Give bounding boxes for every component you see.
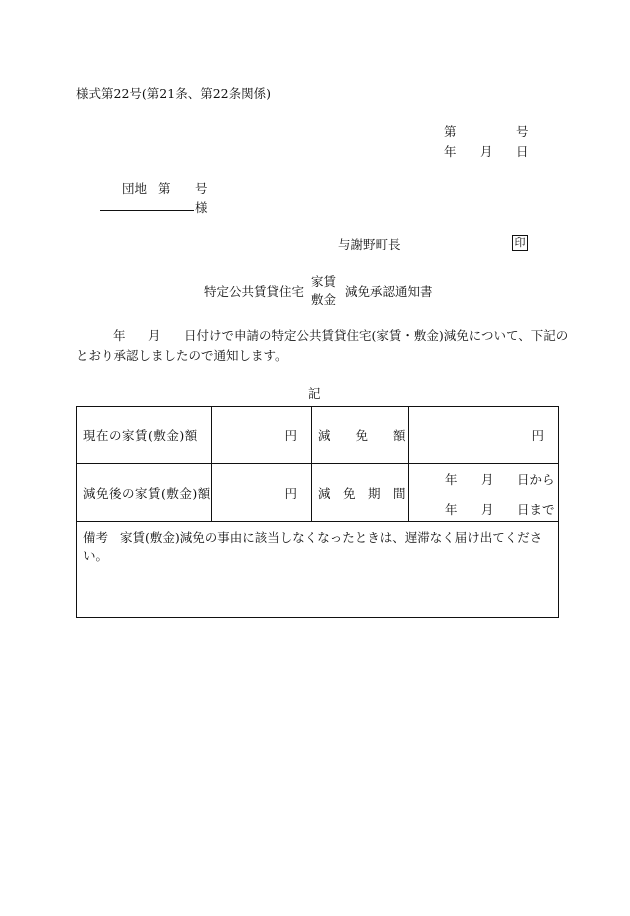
reduction-amount-label: 減 免 額 [312, 407, 409, 464]
current-rent-label: 現在の家賃(敷金)額 [77, 407, 212, 464]
addressee-dai: 第 [158, 181, 171, 196]
body-line1: 日付けで申請の特定公共賃貸住宅(家賃・敷金)減免について、下記の [184, 328, 569, 343]
addressee-danchi: 団地 [122, 181, 148, 196]
reduction-period-label: 減 免 期 間 [312, 464, 409, 522]
period-to-year: 年 [445, 502, 458, 517]
body-year: 年 [113, 328, 126, 343]
remarks-text: 家賃(敷金)減免の事由に該当しなくなったときは、遅滞なく届け出てください。 [83, 530, 543, 563]
detail-table [76, 406, 559, 618]
period-from-day: 日から [517, 472, 555, 487]
addressee-name-line [100, 196, 194, 211]
table-row-remarks [77, 522, 559, 618]
ki-label: 記 [308, 386, 321, 401]
body-line2: とおり承認しましたので通知します。 [76, 348, 288, 363]
date-year: 年 [444, 144, 457, 159]
reduction-period-dates [409, 464, 559, 522]
date-day: 日 [516, 144, 529, 159]
issuer-name: 与謝野町長 [338, 237, 401, 252]
reduction-amount-unit: 円 [409, 407, 559, 464]
title-prefix: 特定公共賃貸住宅 [204, 284, 305, 299]
date-month: 月 [480, 144, 493, 159]
doc-number-dai: 第 [444, 124, 457, 139]
remarks-label: 備考 [83, 530, 109, 545]
period-to-month: 月 [481, 502, 494, 517]
period-from-month: 月 [481, 472, 494, 487]
period-from-year: 年 [445, 472, 458, 487]
form-number: 様式第22号(第21条、第22条関係) [76, 86, 271, 101]
current-rent-unit: 円 [212, 407, 312, 464]
doc-number-go: 号 [516, 124, 529, 139]
body-month: 月 [148, 328, 161, 343]
table-row-current [77, 407, 559, 464]
seal-mark: 印 [512, 235, 528, 251]
after-rent-unit: 円 [212, 464, 312, 522]
after-rent-label: 減免後の家賃(敷金)額 [77, 464, 212, 522]
title-option-top: 家賃 [311, 274, 337, 289]
table-row-after [77, 464, 559, 522]
addressee-sama: 様 [195, 200, 208, 215]
remarks-cell [77, 522, 559, 618]
period-to-day: 日まで [517, 502, 555, 517]
title-suffix: 減免承認通知書 [345, 284, 433, 299]
addressee-go: 号 [195, 181, 208, 196]
title-option-bottom: 敷金 [311, 292, 337, 307]
